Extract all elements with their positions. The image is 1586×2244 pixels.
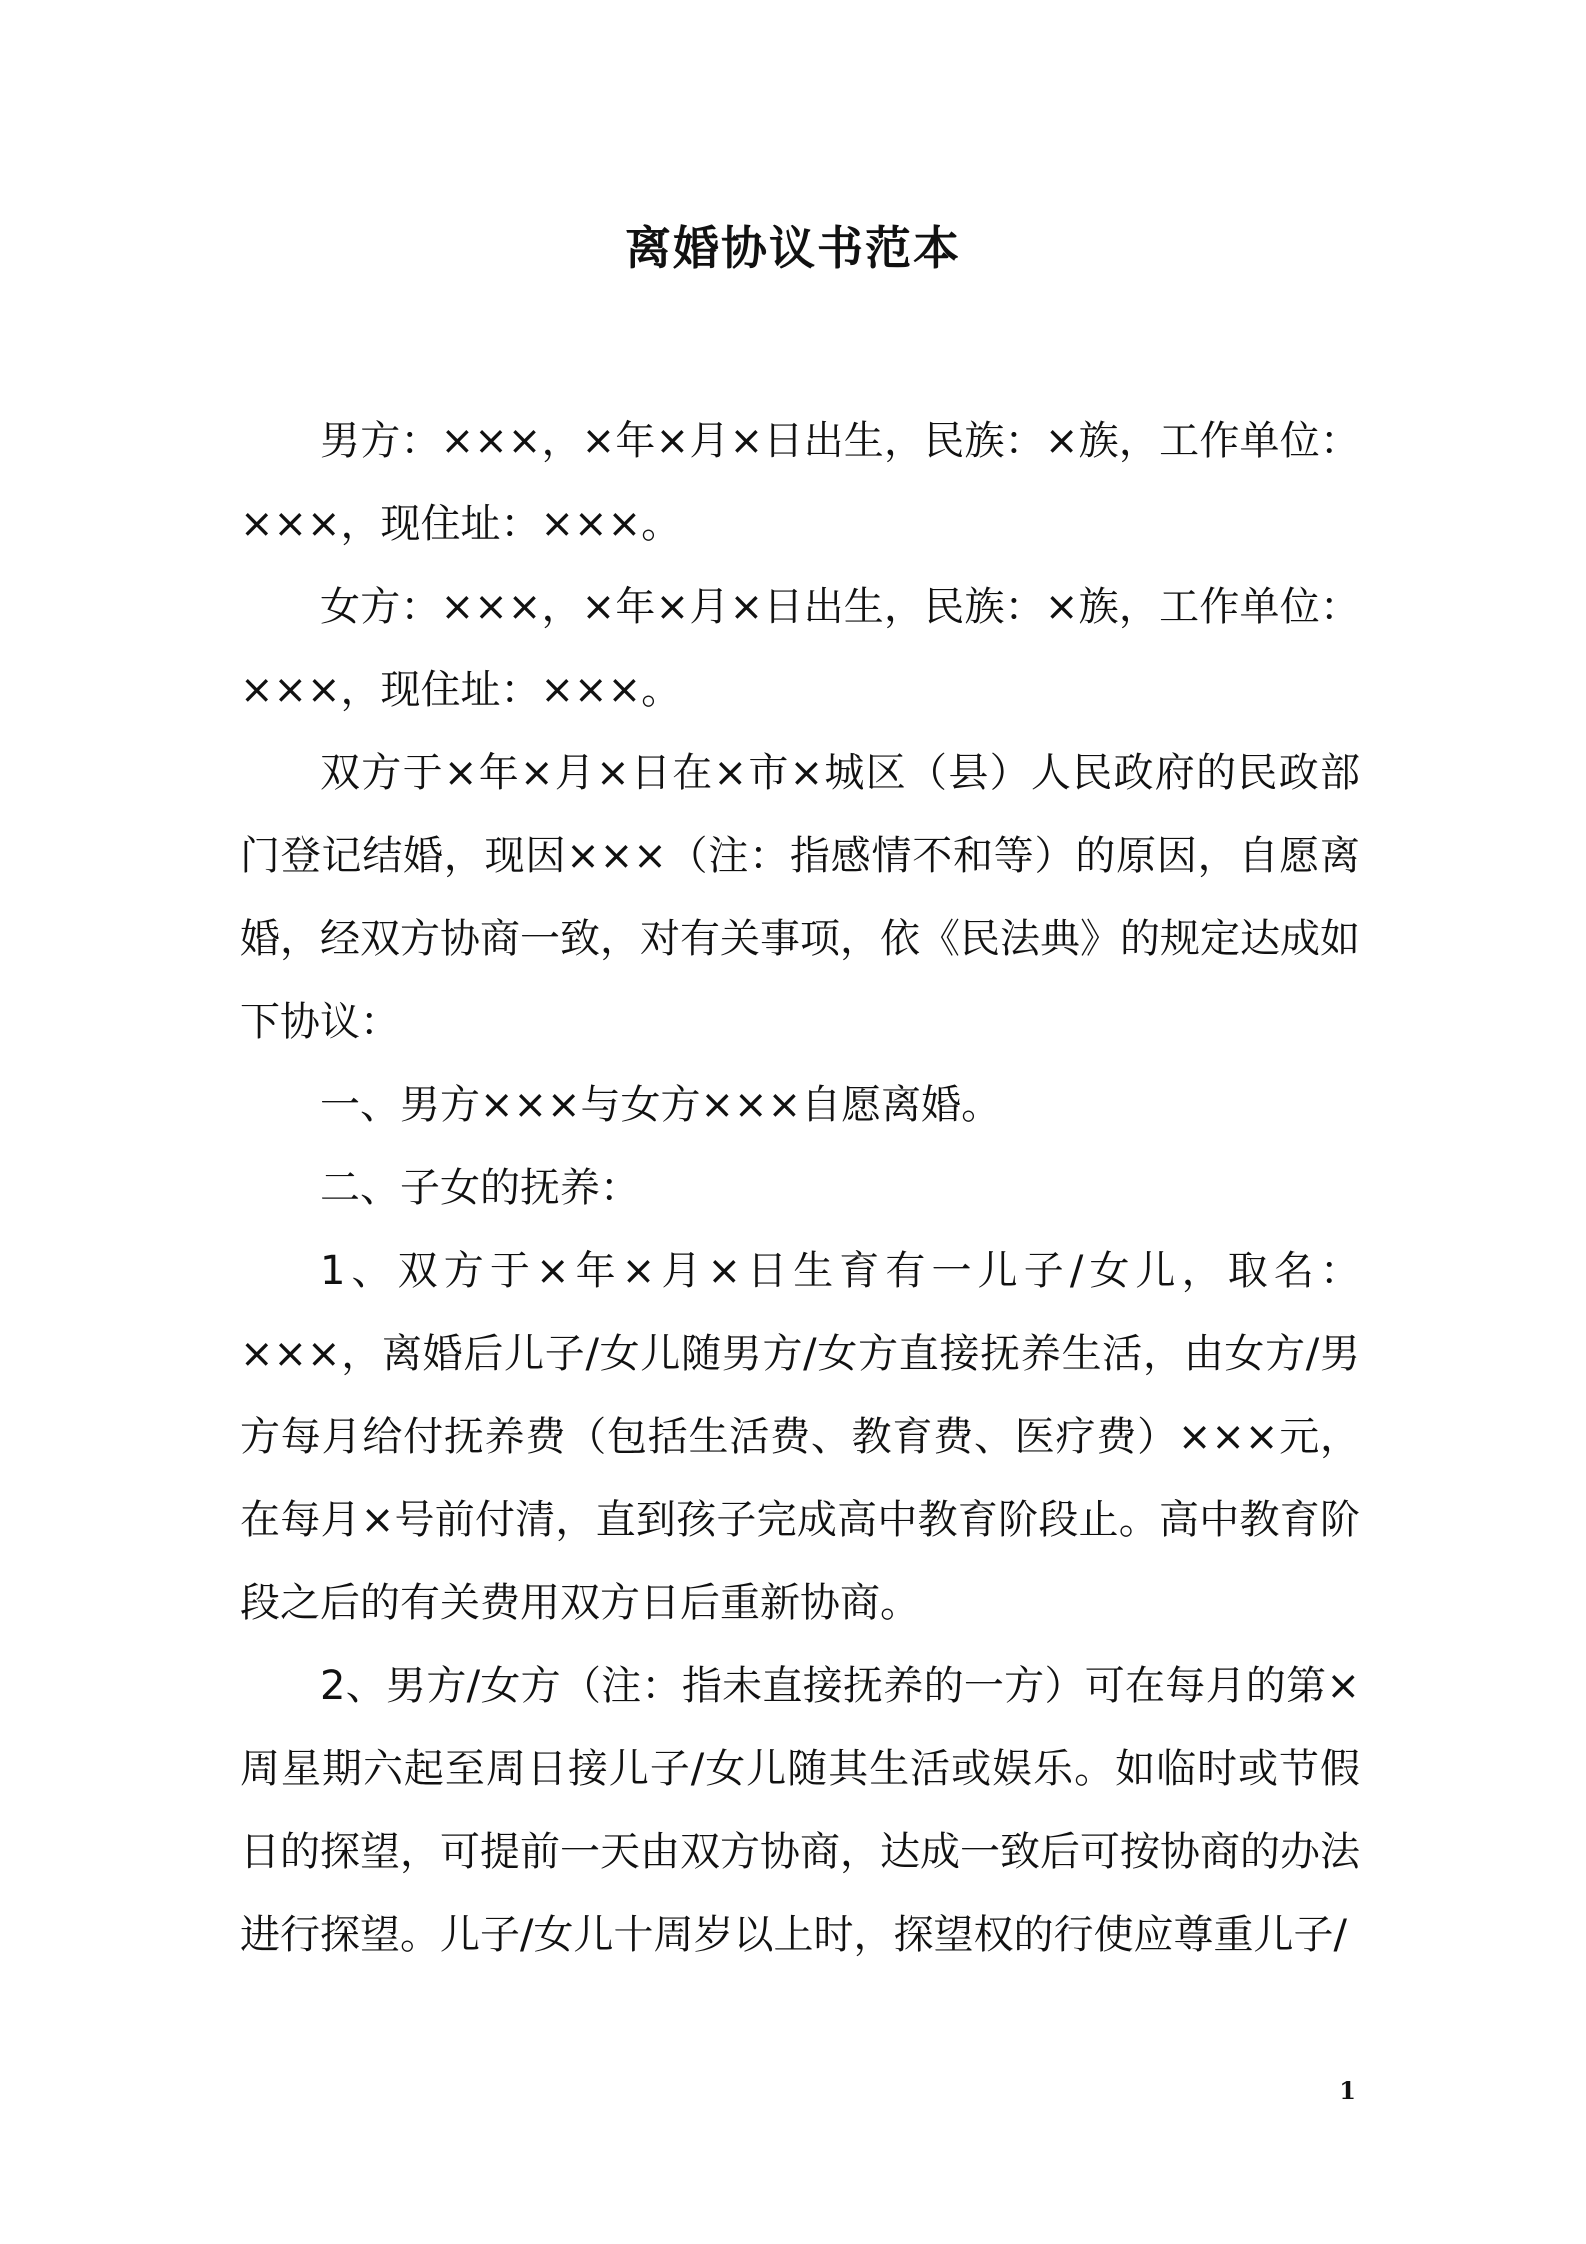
document-body [240, 400, 1360, 1977]
paragraph-clause-two-heading: 二、子女的抚养： [320, 1165, 640, 1211]
paragraph-clause-one: 一、男方×××与女方×××自愿离婚。 [320, 1082, 1002, 1128]
paragraph-visitation: 2、男方/女方（注：指未直接抚养的一方）可在每月的第×周星期六起至周日接儿子/女儿随其生活或娱乐。如临时或节假日的探望，可提前一天由双方协商，达成一致后可按协商的办法进行探望。儿子/女儿十周岁以上时，探望权的行使应尊重儿子/ [240, 1663, 1360, 1958]
paragraph-preamble: 双方于×年×月×日在×市×城区（县）人民政府的民政部门登记结婚，现因×××（注：指感情不和等）的原因，自愿离婚，经双方协商一致，对有关事项，依《民法典》的规定达成如下协议： [240, 750, 1360, 1045]
document-title: 离婚协议书范本 [625, 221, 961, 275]
paragraph-child-support: 1、双方于×年×月×日生育有一儿子/女儿，取名：×××，离婚后儿子/女儿随男方/女方直接抚养生活，由女方/男方每月给付抚养费（包括生活费、教育费、医疗费）×××元，在每月×号前付清，直到孩子完成高中教育阶段止。高中教育阶段之后的有关费用双方日后重新协商。 [240, 1248, 1360, 1626]
paragraph-male-party: 男方：×××，×年×月×日出生，民族：×族，工作单位：×××，现住址：×××。 [240, 418, 1360, 547]
paragraph-female-party: 女方：×××，×年×月×日出生，民族：×族，工作单位：×××，现住址：×××。 [240, 584, 1360, 713]
page-number: 1 [1339, 2076, 1356, 2105]
